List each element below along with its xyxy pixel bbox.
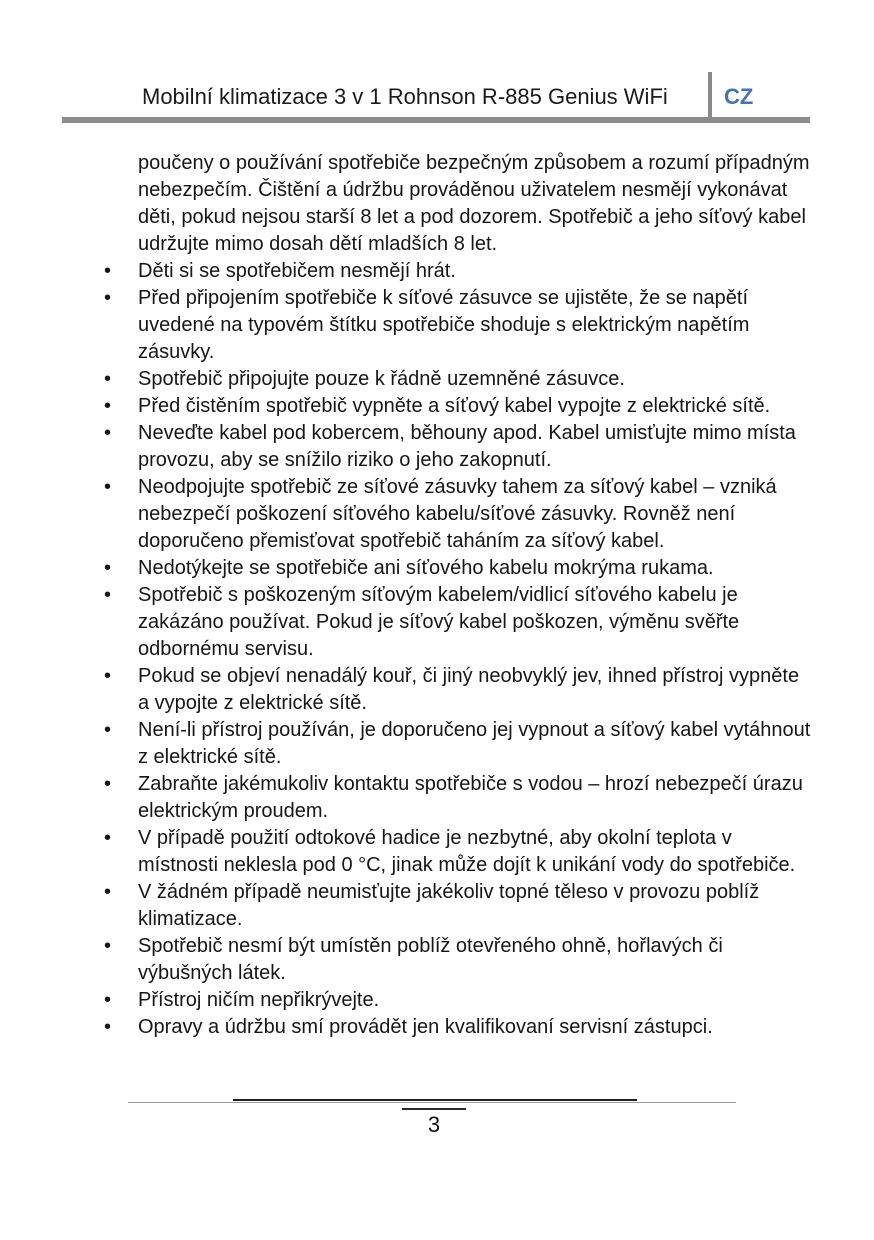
list-item: [104, 825, 814, 879]
list-item: [104, 366, 814, 393]
list-item: [104, 582, 814, 663]
bullet-icon: •: [104, 476, 112, 498]
list-item-text: Před připojením spotřebiče k síťové zásuvce se ujistěte, že se napětí uvedené na typovém štítku spotřebiče shoduje s elektrickým napětím zásuvky.: [138, 287, 750, 363]
bullet-icon: •: [104, 989, 112, 1011]
list-item: [104, 393, 814, 420]
bullet-icon: •: [104, 827, 112, 849]
list-item: [104, 474, 814, 555]
list-item-text: V případě použití odtokové hadice je nezbytné, aby okolní teplota v místnosti neklesla pod 0 °C, jinak může dojít k unikání vody do spotřebiče.: [138, 827, 796, 876]
list-item-text: Spotřebič s poškozeným síťovým kabelem/vidlicí síťového kabelu je zakázáno používat. Pokud je síťový kabel poškozen, výměnu svěřte odbornému servisu.: [138, 584, 740, 660]
list-item: [104, 420, 814, 474]
page-title: Mobilní klimatizace 3 v 1 Rohnson R-885 Genius WiFi: [142, 84, 668, 109]
bullet-icon: •: [104, 1016, 112, 1038]
list-item-text: Před čistěním spotřebič vypněte a síťový kabel vypojte z elektrické sítě.: [138, 395, 771, 417]
header-divider: [708, 72, 712, 123]
list-item: [104, 285, 814, 366]
footer-rule-long: [128, 1102, 736, 1103]
bullet-icon: •: [104, 935, 112, 957]
list-item-text: Přístroj ničím nepřikrývejte.: [138, 989, 380, 1011]
footer-rule-short: [402, 1108, 466, 1110]
list-item: [104, 771, 814, 825]
bullet-icon: •: [104, 665, 112, 687]
list-item-text: Spotřebič připojujte pouze k řádně uzemněné zásuvce.: [138, 368, 625, 390]
list-item: [104, 879, 814, 933]
list-item-text: V žádném případě neumisťujte jakékoliv topné těleso v provozu poblíž klimatizace.: [138, 881, 760, 930]
bullet-icon: •: [104, 422, 112, 444]
list-item-text: Nedotýkejte se spotřebiče ani síťového kabelu mokrýma rukama.: [138, 557, 714, 579]
bullet-icon: •: [104, 881, 112, 903]
list-item: [104, 987, 814, 1014]
bullet-icon: •: [104, 368, 112, 390]
list-item: [104, 933, 814, 987]
bullet-icon: •: [104, 260, 112, 282]
list-item: [104, 258, 814, 285]
intro-paragraph: poučeny o používání spotřebiče bezpečným způsobem a rozumí případným nebezpečím. Čištění a údržbu prováděnou uživatelem nesmějí vykonávat děti, pokud nejsou starší 8 let a pod dozorem. Spotřebič a jeho síťový kabel udržujte mimo dosah dětí mladších 8 let.: [138, 152, 810, 255]
list-item: [104, 663, 814, 717]
list-item-text: Spotřebič nesmí být umístěn poblíž otevřeného ohně, hořlavých či výbušných látek.: [138, 935, 723, 984]
language-badge: CZ: [724, 84, 754, 109]
list-item-text: Zabraňte jakémukoliv kontaktu spotřebiče s vodou – hrozí nebezpečí úrazu elektrickým proudem.: [138, 773, 803, 822]
bullet-icon: •: [104, 773, 112, 795]
safety-bullet-list: [104, 258, 814, 1041]
page-number: 3: [427, 1112, 441, 1137]
footer-rule-dark: [233, 1099, 637, 1101]
bullet-icon: •: [104, 287, 112, 309]
list-item-text: Neveďte kabel pod kobercem, běhouny apod. Kabel umisťujte mimo místa provozu, aby se snížilo riziko o jeho zakopnutí.: [138, 422, 796, 471]
list-item: [104, 717, 814, 771]
list-item-text: Neodpojujte spotřebič ze síťové zásuvky tahem za síťový kabel – vzniká nebezpečí poškození síťového kabelu/síťové zásuvky. Rovněž není doporučeno přemisťovat spotřebič taháním za síťový kabel.: [138, 476, 777, 552]
bullet-icon: •: [104, 395, 112, 417]
bullet-icon: •: [104, 719, 112, 741]
list-item-text: Není-li přístroj používán, je doporučeno jej vypnout a síťový kabel vytáhnout z elektrické sítě.: [138, 719, 811, 768]
bullet-icon: •: [104, 584, 112, 606]
list-item-text: Děti si se spotřebičem nesmějí hrát.: [138, 260, 456, 282]
bullet-icon: •: [104, 557, 112, 579]
header-rule: [62, 117, 810, 123]
list-item: [104, 555, 814, 582]
list-item-text: Pokud se objeví nenadálý kouř, či jiný neobvyklý jev, ihned přístroj vypněte a vypojte z elektrické sítě.: [138, 665, 800, 714]
page-body: [104, 150, 814, 1041]
list-item: [104, 1014, 814, 1041]
list-item-text: Opravy a údržbu smí provádět jen kvalifikovaní servisní zástupci.: [138, 1016, 713, 1038]
